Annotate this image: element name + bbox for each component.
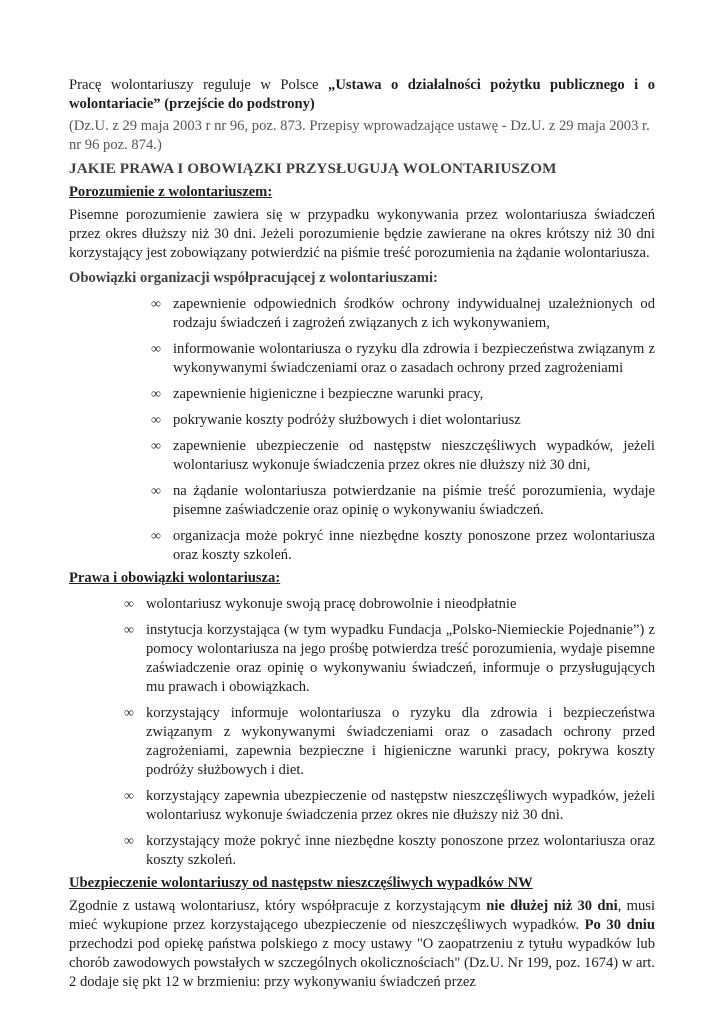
infinity-bullet-icon: ∞ <box>151 484 161 499</box>
insurance-title: Ubezpieczenie wolontariuszy od następstw nieszczęśliwych wypadków NW <box>69 875 533 891</box>
infinity-bullet-icon: ∞ <box>151 413 161 428</box>
intro-prefix: Pracę wolontariuszy reguluje w Polsce <box>69 77 329 93</box>
act-title-link[interactable]: „Ustawa o działalności pożytku publicznego i o wolontariacie” (przejście do podstrony) <box>69 77 655 112</box>
list-item: ∞ wolontariusz wykonuje swoją pracę dobrowolnie i nieodpłatnie <box>124 596 517 612</box>
infinity-bullet-icon: ∞ <box>151 342 161 357</box>
list-item: ∞ instytucja korzystająca (w tym wypadku Fundacja „Polsko-Niemieckie Pojednanie”) z pomocy wolontariusza na jego prośbę potwierdza treść porozumienia, wydaje pisemne zaświadczenie oraz opinię o wykonywaniu świadczeń, informuje o przysługujących mu prawach i obowiązkach. <box>124 622 655 695</box>
infinity-bullet-icon: ∞ <box>151 387 161 402</box>
org-duties-title: Obowiązki organizacji współpracującej z wolontariuszami: <box>69 270 438 286</box>
list-item: ∞ zapewnienie odpowiednich środków ochrony indywidualnej uzależnionych od rodzaju świadczeń i zagrożeń związanych z ich wykonywaniem, <box>151 296 655 331</box>
infinity-bullet-icon: ∞ <box>124 789 134 804</box>
list-item: ∞ informowanie wolontariusza o ryzyku dla zdrowia i bezpieczeństwa związanym z wykonywanymi świadczeniami oraz o zasadach ochrony przed zagrożeniami <box>151 341 655 376</box>
list-item: ∞ zapewnienie higieniczne i bezpieczne warunki pracy, <box>151 386 484 402</box>
list-item: ∞ korzystający zapewnia ubezpieczenie od następstw nieszczęśliwych wypadków, jeżeli wolontariusz wykonuje świadczenia przez okres nie dłuższy niż 30 dni. <box>124 788 655 823</box>
list-item: ∞ korzystający informuje wolontariusza o ryzyku dla zdrowia i bezpieczeństwa związanym z wykonywanymi świadczeniami oraz o zasadach ochrony przed zagrożeniami, zapewnia bezpieczne i higieniczne warunki pracy, pokrywa koszty podróży służbowych i diet. <box>124 705 655 778</box>
volunteer-rights-title: Prawa i obowiązki wolontariusza: <box>69 570 281 586</box>
agreement-text: Pisemne porozumienie zawiera się w przypadku wykonywania przez wolontariusza świadczeń przez okres dłuższy niż 30 dni. Jeżeli porozumienie będzie zawierane na okres krótszy niż 30 dni korzystający jest zobowiązany potwierdzić na piśmie treść porozumienia na żądanie wolontariusza. <box>69 207 655 261</box>
infinity-bullet-icon: ∞ <box>151 529 161 544</box>
list-item: ∞ korzystający może pokryć inne niezbędne koszty ponoszone przez wolontariusza oraz koszty szkoleń. <box>124 833 655 868</box>
insurance-text: Zgodnie z ustawą wolontariusz, który współpracuje z korzystającym nie dłużej niż 30 dni, musi mieć wykupione przez korzystającego ubezpieczenie od nieszczęśliwych wypadków. Po 30 dniu przechodzi pod opiekę państwa polskiego z mocy ustawy "O zaopatrzeniu z tytułu wypadków lub chorób zawodowych powstałych w szczególnych okolicznościach" (Dz.U. Nr 199, poz. 1674) w art. 2 dodaje się pkt 12 w brzmieniu: przy wykonywaniu świadczeń przez <box>69 898 656 990</box>
intro-paragraph <box>69 76 655 114</box>
list-item: ∞ pokrywanie koszty podróży służbowych i diet wolontariusz <box>151 412 521 428</box>
org-duties-list <box>69 295 655 565</box>
document-content <box>69 76 655 992</box>
list-item: ∞ zapewnienie ubezpieczenie od następstw nieszczęśliwych wypadków, jeżeli wolontariusz wykonuje świadczenia przez okres nie dłuższy niż 30 dni, <box>151 438 655 473</box>
infinity-bullet-icon: ∞ <box>124 706 134 721</box>
list-item: ∞ organizacja może pokryć inne niezbędne koszty ponoszone przez wolontariusza oraz koszty szkoleń. <box>151 528 655 563</box>
infinity-bullet-icon: ∞ <box>124 623 134 638</box>
dz-reference: (Dz.U. z 29 maja 2003 r nr 96, poz. 873. Przepisy wprowadzające ustawę - Dz.U. z 29 maja 2003 r. nr 96 poz. 874.) <box>69 118 650 153</box>
agreement-title: Porozumienie z wolontariuszem: <box>69 184 273 200</box>
infinity-bullet-icon: ∞ <box>151 439 161 454</box>
infinity-bullet-icon: ∞ <box>124 597 134 612</box>
infinity-bullet-icon: ∞ <box>124 834 134 849</box>
list-item: ∞ na żądanie wolontariusza potwierdzanie na piśmie treść porozumienia, wydaje pisemne zaświadczenie oraz opinię o wykonywaniu świadczeń. <box>151 483 655 518</box>
page-heading: JAKIE PRAWA I OBOWIĄZKI PRZYSŁUGUJĄ WOLONTARIUSZOM <box>69 160 557 177</box>
infinity-bullet-icon: ∞ <box>151 297 161 312</box>
volunteer-rights-list <box>69 595 655 870</box>
